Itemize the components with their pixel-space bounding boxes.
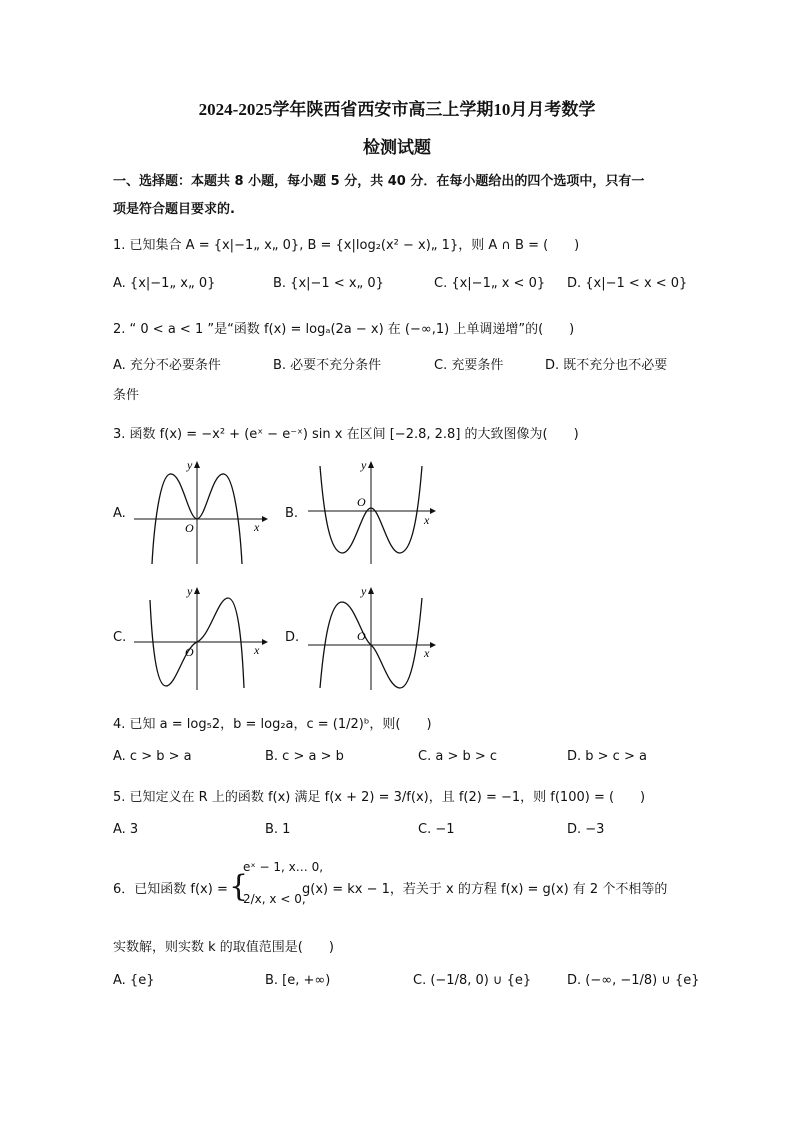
graph-c-x-label: x (254, 643, 260, 657)
question-1-option-b[interactable]: B. {x|−1 < x„ 0} (273, 276, 384, 291)
question-5-option-c[interactable]: C. −1 (418, 822, 455, 837)
question-3-graph-d-label[interactable]: D. (285, 630, 300, 645)
graph-c-origin: O (185, 645, 194, 659)
question-1-option-d[interactable]: D. {x|−1 < x < 0} (567, 276, 688, 291)
question-2-stem: 2. “ 0 < a < 1 ”是“函数 f(x) = logₐ(2a − x) 在 (−∞,1) 上单调递增”的( ) (113, 322, 575, 337)
graph-a-x-arrow (262, 516, 268, 522)
graph-d-y-arrow (368, 587, 374, 594)
question-1-stem: 1. 已知集合 A = {x|−1„ x„ 0}, B = {x|log₂(x² − x)„ 1}，则 A ∩ B = ( ) (113, 238, 580, 253)
question-5-option-b[interactable]: B. 1 (265, 822, 291, 837)
question-6-stem-suffix: g(x) = kx − 1，若关于 x 的方程 f(x) = g(x) 有 2 个不相等的 (302, 882, 668, 897)
graph-c-y-arrow (194, 587, 200, 594)
question-2-option-b[interactable]: B. 必要不充分条件 (273, 358, 382, 373)
question-6-stem-prefix: 6．已知函数 f(x) = (113, 882, 228, 897)
piecewise-brace: { (229, 869, 249, 904)
question-3-graph-b-label[interactable]: B. (285, 506, 299, 521)
question-3-graph-c[interactable] (130, 582, 270, 696)
page-title-line2: 检测试题 (363, 138, 431, 157)
question-6-option-d[interactable]: D. (−∞, −1/8) ∪ {e} (567, 973, 700, 988)
question-4-option-d[interactable]: D. b > c > a (567, 749, 647, 764)
question-3-graph-d[interactable] (304, 582, 444, 696)
question-3-stem: 3. 函数 f(x) = −x² + (eˣ − e⁻ˣ) sin x 在区间 [−2.8, 2.8] 的大致图像为( ) (113, 427, 579, 442)
question-5-stem: 5. 已知定义在 R 上的函数 f(x) 满足 f(x + 2) = 3/f(x)，且 f(2) = −1，则 f(100) = ( ) (113, 790, 646, 805)
question-4-option-c[interactable]: C. a > b > c (418, 749, 498, 764)
graph-d-x-arrow (430, 642, 436, 648)
graph-b-origin: O (357, 495, 366, 509)
question-2-option-c[interactable]: C. 充要条件 (434, 358, 504, 373)
graph-d-origin: O (357, 629, 366, 643)
graph-b-x-label: x (424, 513, 430, 527)
question-3-graph-b[interactable] (304, 456, 444, 570)
question-2-option-a[interactable]: A. 充分不必要条件 (113, 358, 221, 373)
question-2-option-d-wrap: 条件 (113, 388, 140, 403)
graph-b-y-arrow (368, 461, 374, 468)
graph-d-svg (304, 582, 444, 692)
question-6-stem-line2: 实数解，则实数 k 的取值范围是( ) (113, 940, 334, 955)
section-heading-line2: 项是符合题目要求的. (113, 202, 235, 217)
graph-a-y-arrow (194, 461, 200, 468)
question-6-option-c[interactable]: C. (−1/8, 0) ∪ {e} (413, 973, 532, 988)
graph-b-x-arrow (430, 508, 436, 514)
graph-b-svg (304, 456, 444, 566)
question-5-option-a[interactable]: A. 3 (113, 822, 139, 837)
graph-d-y-label: y (361, 584, 367, 598)
graph-c-y-label: y (187, 584, 193, 598)
question-5-option-d[interactable]: D. −3 (567, 822, 605, 837)
page-title-line1: 2024-2025学年陕西省西安市高三上学期10月月考数学 (198, 100, 596, 119)
question-6-option-b[interactable]: B. [e, +∞) (265, 973, 331, 988)
question-4-option-b[interactable]: B. c > a > b (265, 749, 344, 764)
question-1-option-c[interactable]: C. {x|−1„ x < 0} (434, 276, 546, 291)
graph-c-svg (130, 582, 270, 692)
graph-a-y-label: y (187, 458, 193, 472)
question-3-graph-c-label[interactable]: C. (113, 630, 127, 645)
question-6-option-a[interactable]: A. {e} (113, 973, 155, 988)
question-3-graph-a-label[interactable]: A. (113, 506, 126, 521)
graph-a-svg (130, 456, 270, 566)
question-3-graph-a[interactable] (130, 456, 270, 570)
graph-b-y-label: y (361, 458, 367, 472)
question-4-stem: 4. 已知 a = log₅2，b = log₂a，c = (1/2)ᵇ，则( ) (113, 717, 432, 732)
question-6-piece-2: 2/x, x < 0, (243, 892, 306, 906)
graph-a-origin: O (185, 521, 194, 535)
graph-a-x-label: x (254, 520, 260, 534)
graph-d-x-label: x (424, 646, 430, 660)
section-heading-line1: 一、选择题：本题共 8 小题，每小题 5 分，共 40 分．在每小题给出的四个选项中，只有一 (113, 174, 645, 189)
graph-c-x-arrow (262, 639, 268, 645)
question-1-option-a[interactable]: A. {x|−1„ x„ 0} (113, 276, 216, 291)
question-4-option-a[interactable]: A. c > b > a (113, 749, 192, 764)
question-2-option-d[interactable]: D. 既不充分也不必要 (545, 358, 668, 373)
question-6-piece-1: eˣ − 1, x… 0, (243, 860, 324, 874)
